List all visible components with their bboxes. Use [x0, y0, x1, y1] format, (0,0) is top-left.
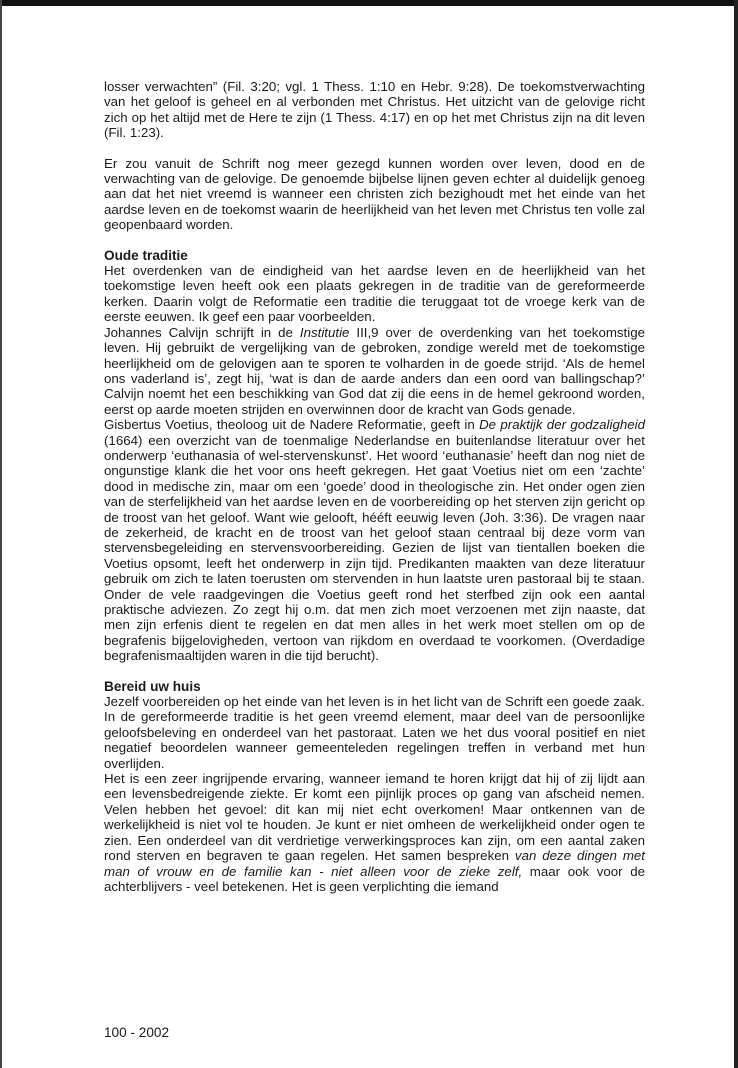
paragraph-scripture-summary: Er zou vanuit de Schrift nog meer gezegd kunnen worden over leven, dood en de verwachting van de gelovige. De genoemde bijbelse lijnen geven echter al duidelijk genoeg aan dat het niet vreemd is wanneer een christen zich bezighoudt met het einde van het aardse leven en de toekomst waarin de heerlijkheid van het leven met Christus ten volle zal geopenbaard worden.: [104, 155, 645, 233]
voetius-text-a: Gisbertus Voetius, theoloog uit de Nadere Reformatie, geeft in: [104, 417, 480, 433]
scan-border-right: [734, 0, 738, 1068]
paragraph-gap: [104, 233, 645, 248]
voetius-text-b: (1664) een overzicht van de toenmalige Nederlandse en buitenlandse literatuur over het onderwerp ‘euthanasia of wel-stervenskunst’. Het woord ‘euthanasie’ heeft dan nog niet de ongunstige klank die het voor ons heeft gekregen. Het gaat Voetius niet om een ‘zachte’ dood in medische zin, maar om een ‘goede’ dood in theologische zin. Het onder ogen zien van de sterfelijkheid van het aardse leven en de voorbereiding op het sterven zijn gericht op de troost van het geloof. Want wie gelooft, hééft eeuwig leven (Joh. 3:36). De vragen naar de zekerheid, de kracht en de troost van het geloof staan centraal bij deze vorm van stervensbegeleiding en stervensvoorbereiding. Gezien de lijst van tientallen boeken die Voetius opsomt, leeft het onderwerp in zijn tijd. Predikanten maakten van deze literatuur gebruik om zich te laten toerusten om stervenden in hun laatste uren pastoraal bij te staan. Onder de vele raadgevingen die Voetius geeft rond het sterfbed zijn ook een aantal praktische adviezen. Zo zegt hij o.m. dat men zich moet verzoenen met zijn naaste, dat men zijn erfenis dient te regelen en dat men alles in het werk moet stellen om op de begrafenis bijgelovigheden, vertoon van rijkdom en overdaad te voorkomen. (Overdadige begrafenismaaltijden waren in die tijd berucht).: [104, 432, 645, 664]
paragraph-gap: [104, 664, 645, 679]
scan-border-top: [0, 0, 738, 6]
page-number: 100 - 2002: [104, 1025, 170, 1040]
paragraph-gap: [104, 141, 645, 156]
calvijn-text-a: Johannes Calvijn schrijft in de: [104, 324, 300, 340]
paragraph-traditie-intro: Het overdenken van de eindigheid van het aardse leven en de heerlijkheid van het toekomstige leven heeft ook een plaats gekregen in de traditie van de gereformeerde kerken. Daarin volgt de Reformatie een traditie die teruggaat tot de vroege kerk van de eerste eeuwen. Ik geef een paar voorbeelden.: [104, 263, 645, 325]
paragraph-voetius: [104, 417, 645, 664]
section-heading-oude-traditie: Oude traditie: [104, 247, 188, 263]
paragraph-ervaring: [104, 771, 645, 894]
calvijn-text-b: III,9 over de overdenking van het toekomstige leven. Hij gebruikt de vergelijking van de gebroken, zondige wereld met de toekomstige heerlijkheid om de gelovigen aan te sporen te volharden in de goede strijd. ‘Als de hemel ons vaderland is’, zegt hij, ‘wat is dan de aarde anders dan een oord van ballingschap?’ Calvijn noemt het een beschikking van God dat zij die eens in de hemel gekroond worden, eerst op aarde moeten strijden en overwinnen door de kracht van Gods genade.: [104, 324, 645, 417]
ervaring-text-b: maar ook voor de achterblijvers - veel betekenen. Het is geen verplichting die iemand: [104, 863, 645, 894]
calvijn-book-title: Institutie: [299, 324, 350, 340]
paragraph-calvijn: [104, 325, 645, 417]
ervaring-italic: van deze dingen met man of vrouw en de familie kan - niet alleen voor de zieke zelf,: [104, 848, 646, 879]
section-heading-bereid-uw-huis: Bereid uw huis: [104, 678, 201, 694]
scan-border-left: [0, 0, 2, 1068]
paragraph-opening: losser verwachten” (Fil. 3:20; vgl. 1 Thess. 1:10 en Hebr. 9:28). De toekomstverwachting van het geloof is geheel en al verbonden met Christus. Het uitzicht van de gelovige richt zich op het altijd met de Here te zijn (1 Thess. 4:17) en op het met Christus zijn na dit leven (Fil. 1:23).: [104, 79, 645, 141]
paragraph-voorbereiden: Jezelf voorbereiden op het einde van het leven is in het licht van de Schrift een goede zaak. In de gereformeerde traditie is het geen vreemd element, maar deel van de persoonlijke geloofsbeleving en onderdeel van het pastoraat. Laten we het dus vooral positief en niet negatief beoordelen wanneer gemeenteleden regelingen treffen in verband met hun overlijden.: [104, 694, 645, 771]
ervaring-text-a: Het is een zeer ingrijpende ervaring, wanneer iemand te horen krijgt dat hij of zij lijdt aan een levensbedreigende ziekte. Er komt een pijnlijk proces op gang van afscheid nemen. Velen hebben het gevoel: dit kan mij niet echt overkomen! Maar ontkennen van de werkelijkheid is niet vol te houden. Je kunt er niet omheen de werkelijkheid onder ogen te zien. Een onderdeel van dit verdrietige verwerkingsproces kan zijn, om een aantal zaken rond sterven en begraven te gaan regelen. Het samen bespreken: [104, 771, 645, 864]
article-body: [104, 79, 645, 894]
voetius-book-title: De praktijk der godzaligheid: [479, 417, 645, 433]
